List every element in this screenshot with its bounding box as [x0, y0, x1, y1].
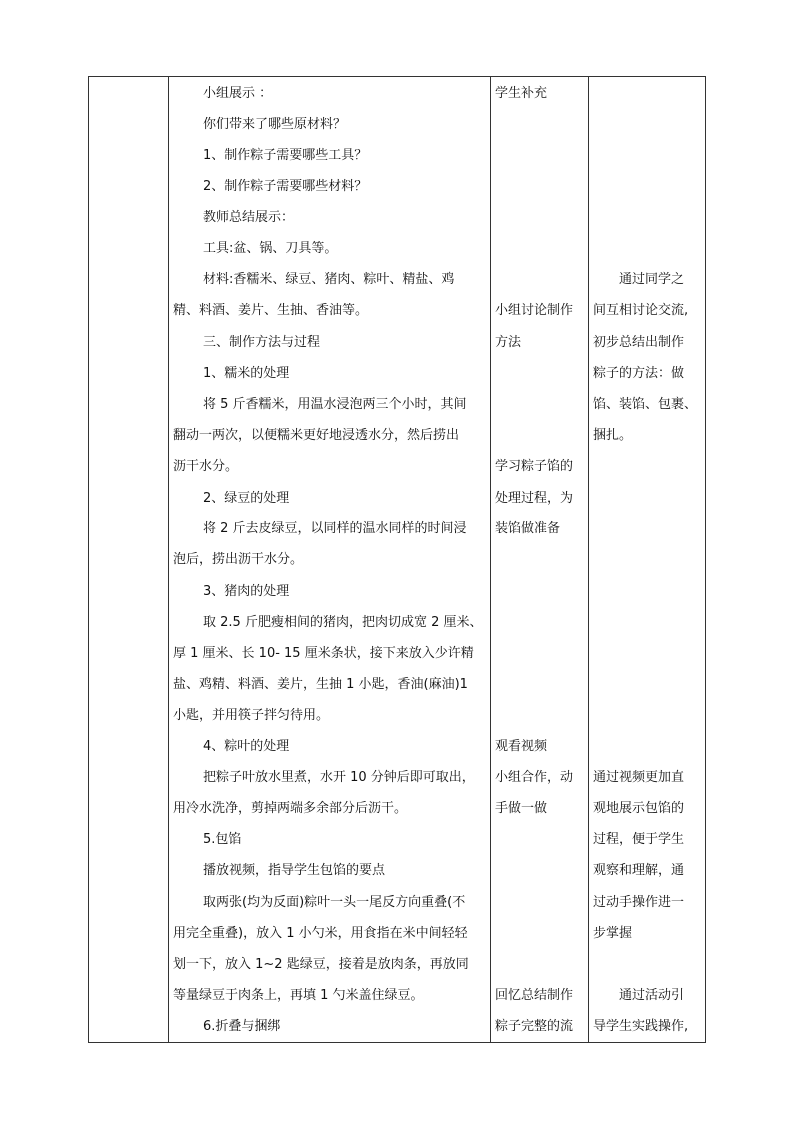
content-line: 你们带来了哪些原材料？: [203, 117, 347, 132]
content-line: 等量绿豆于肉条上，再填 1 勺米盖住绿豆。: [173, 988, 424, 1003]
student-activity-line: 粽子完整的流: [495, 1019, 574, 1034]
content-line: 工具:盆、锅、刀具等。: [203, 241, 338, 256]
student-activity-line: 装馅做准备: [495, 521, 561, 536]
content-line: 2、绿豆的处理: [203, 491, 290, 506]
content-line: 把粽子叶放水里煮，水开 10 分钟后即可取出，: [203, 770, 475, 785]
student-activity-line: 观看视频: [495, 739, 548, 754]
content-line: 将 2 斤去皮绿豆，以同样的温水同样的时间浸: [203, 521, 467, 536]
content-line: 取两张(均为反面)粽叶一头一尾反方向重叠(不: [203, 895, 466, 910]
content-line: 用冷水洗净，剪掉两端多余部分后沥干。: [173, 801, 408, 816]
design-intent-line: 初步总结出制作: [593, 335, 685, 350]
content-line: 播放视频，指导学生包馅的要点: [203, 863, 386, 878]
content-line: 沥干水分。: [173, 459, 239, 474]
design-intent-line: 步掌握: [593, 926, 633, 941]
design-intent-line: 通过活动引: [619, 988, 685, 1003]
design-intent-line: 通过视频更加直: [593, 770, 685, 785]
design-intent-line: 过动手操作进一: [593, 895, 685, 910]
content-line: 5.包馅: [203, 832, 242, 847]
design-intent-line: 观地展示包馅的: [593, 801, 685, 816]
student-activity-line: 手做一做: [495, 801, 548, 816]
content-line: 6.折叠与捆绑: [203, 1019, 281, 1034]
design-intent-line: 导学生实践操作,: [593, 1019, 689, 1034]
student-activity-line: 小组合作，动: [495, 770, 574, 785]
column-divider-3: [588, 77, 589, 1042]
content-line: 三、制作方法与过程: [203, 335, 321, 350]
content-line: 1、糯米的处理: [203, 366, 290, 381]
student-activity-line: 学生补充: [495, 86, 548, 101]
student-activity-line: 小组讨论制作: [495, 303, 574, 318]
design-intent-line: 观察和理解，通: [593, 863, 685, 878]
content-line: 4、粽叶的处理: [203, 739, 290, 754]
content-line: 小匙，并用筷子拌匀待用。: [173, 708, 330, 723]
student-activity-line: 处理过程，为: [495, 491, 574, 506]
content-line: 厚 1 厘米、长 10- 15 厘米条状，接下来放入少许精: [173, 646, 474, 661]
design-intent-line: 通过同学之: [619, 272, 685, 287]
content-line: 泡后，捞出沥干水分。: [173, 552, 304, 567]
content-line: 教师总结展示：: [203, 210, 295, 225]
content-line: 2、制作粽子需要哪些材料？: [203, 179, 368, 194]
content-line: 3、猪肉的处理: [203, 584, 290, 599]
student-activity-line: 回忆总结制作: [495, 988, 574, 1003]
column-divider-1: [168, 77, 169, 1042]
content-line: 用完全重叠)，放入 1 小勺米，用食指在米中间轻轻: [173, 926, 468, 941]
lesson-plan-table: [88, 76, 706, 1043]
content-line: 翻动一两次，以便糯米更好地浸透水分，然后捞出: [173, 428, 460, 443]
design-intent-line: 馅、装馅、包裹、: [593, 397, 698, 412]
column-divider-2: [490, 77, 491, 1042]
design-intent-line: 间互相讨论交流,: [593, 303, 689, 318]
content-line: 盐、鸡精、料酒、姜片，生抽 1 小匙，香油(麻油)1: [173, 677, 468, 692]
content-line: 1、制作粽子需要哪些工具？: [203, 148, 368, 163]
content-line: 精、料酒、姜片、生抽、香油等。: [173, 303, 369, 318]
student-activity-line: 学习粽子馅的: [495, 459, 574, 474]
design-intent-line: 捆扎。: [593, 428, 633, 443]
content-line: 划一下，放入 1~2 匙绿豆，接着是放肉条，再放同: [173, 957, 469, 972]
content-line: 将 5 斤香糯米，用温水浸泡两三个小时，其间: [203, 397, 467, 412]
design-intent-line: 过程，便于学生: [593, 832, 685, 847]
content-line: 取 2.5 斤肥瘦相间的猪肉，把肉切成宽 2 厘米、: [203, 615, 483, 630]
content-line: 小组展示 ：: [203, 86, 273, 101]
student-activity-line: 方法: [495, 335, 522, 350]
design-intent-line: 粽子的方法：做: [593, 366, 685, 381]
content-line: 材料:香糯米、绿豆、猪肉、粽叶、精盐、鸡: [203, 272, 455, 287]
